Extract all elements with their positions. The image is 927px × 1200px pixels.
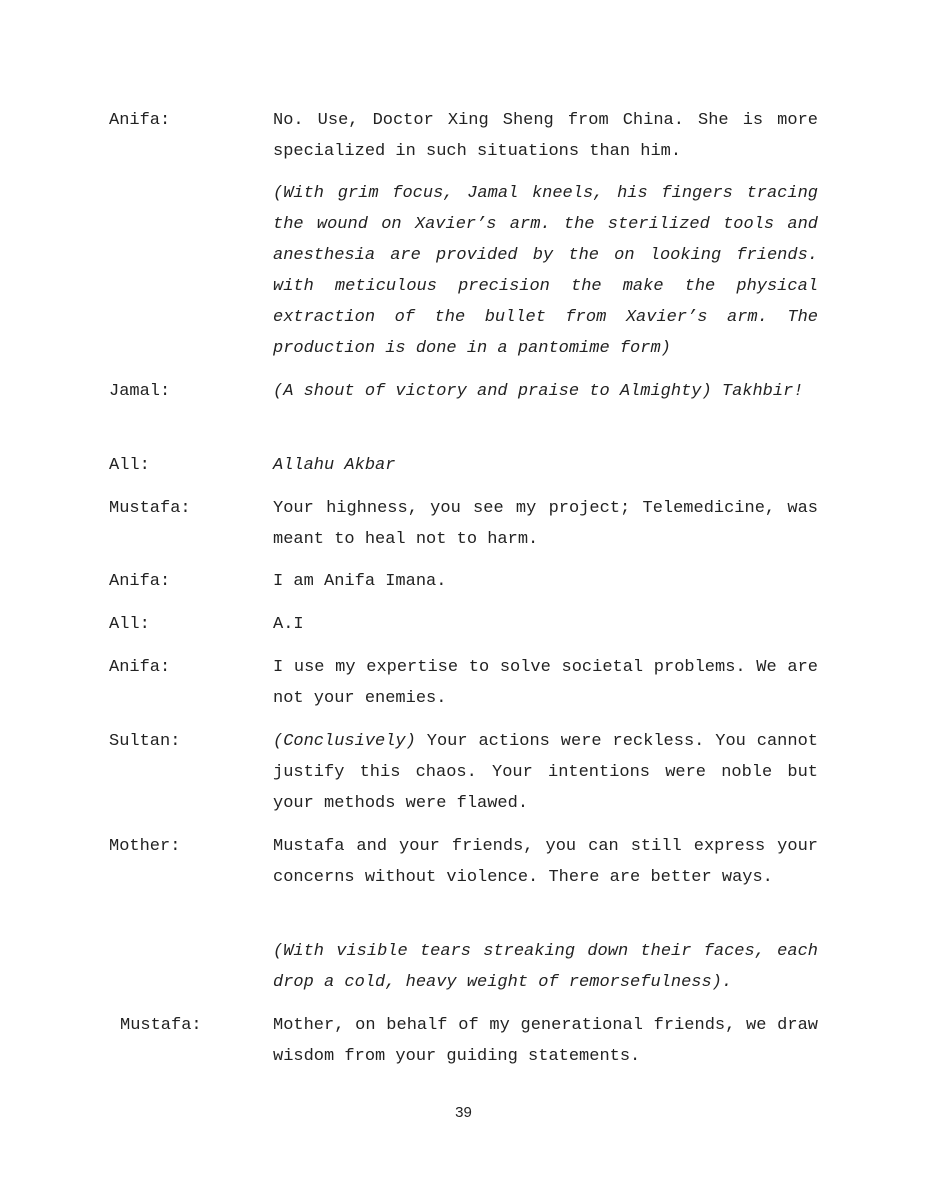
speaker-name: Anifa: bbox=[109, 658, 171, 677]
speaker-name: Sultan: bbox=[109, 732, 181, 751]
dialogue-entry bbox=[0, 493, 927, 555]
dialogue-text bbox=[273, 105, 818, 167]
dialogue-entry bbox=[0, 450, 927, 481]
dialogue-entry bbox=[0, 1010, 927, 1072]
dialogue-entry bbox=[0, 831, 927, 893]
speaker-name: Anifa: bbox=[109, 572, 171, 591]
stage-direction: (A shout of victory and praise to Almighty) Takhbir! bbox=[273, 382, 804, 401]
spoken-line: Mustafa and your friends, you can still express your concerns without violence. There are better ways. bbox=[273, 837, 818, 887]
speaker-name: All: bbox=[109, 615, 150, 634]
dialogue-text bbox=[273, 178, 818, 364]
speaker-name: All: bbox=[109, 456, 150, 475]
spoken-line: I use my expertise to solve societal problems. We are not your enemies. bbox=[273, 658, 818, 708]
dialogue-text bbox=[273, 936, 818, 998]
spoken-line: Mother, on behalf of my generational friends, we draw wisdom from your guiding statements. bbox=[273, 1016, 818, 1066]
speaker-name: Anifa: bbox=[109, 111, 171, 130]
dialogue-entry bbox=[0, 652, 927, 714]
dialogue-text bbox=[273, 566, 818, 597]
spoken-line: Your actions were reckless. You cannot justify this chaos. Your intentions were noble but your methods were flawed. bbox=[273, 732, 818, 813]
dialogue-entry bbox=[0, 726, 927, 819]
dialogue-entry bbox=[0, 566, 927, 597]
dialogue-text bbox=[273, 1010, 818, 1072]
dialogue-entry bbox=[0, 105, 927, 167]
dialogue-text bbox=[273, 609, 818, 640]
spoken-line: Your highness, you see my project; Telemedicine, was meant to heal not to harm. bbox=[273, 499, 818, 549]
spoken-line: I am Anifa Imana. bbox=[273, 572, 447, 591]
spoken-line: No. Use, Doctor Xing Sheng from China. She is more specialized in such situations than him. bbox=[273, 111, 818, 161]
page-number: 39 bbox=[455, 1104, 472, 1121]
speaker-name: Mustafa: bbox=[120, 1016, 202, 1035]
stage-direction: Allahu Akbar bbox=[273, 456, 396, 475]
speaker-name: Mustafa: bbox=[109, 499, 191, 518]
dialogue-text bbox=[273, 831, 818, 893]
spoken-line: A.I bbox=[273, 615, 304, 634]
dialogue-text bbox=[273, 652, 818, 714]
stage-direction-block bbox=[0, 178, 927, 364]
stage-direction: (Conclusively) bbox=[273, 732, 416, 751]
stage-direction-block bbox=[0, 936, 927, 998]
speaker-name: Mother: bbox=[109, 837, 181, 856]
stage-direction: (With grim focus, Jamal kneels, his fingers tracing the wound on Xavier’s arm. the sterilized tools and anesthesia are provided by the on looking friends. with meticulous precision the make the physical extraction of the bullet from Xavier’s arm. The production is done in a pantomime form) bbox=[273, 184, 818, 358]
dialogue-text bbox=[273, 376, 818, 407]
dialogue-entry bbox=[0, 609, 927, 640]
stage-direction: (With visible tears streaking down their faces, each drop a cold, heavy weight of remorsefulness). bbox=[273, 942, 818, 992]
speaker-name: Jamal: bbox=[109, 382, 171, 401]
dialogue-entry bbox=[0, 376, 927, 407]
dialogue-text bbox=[273, 450, 818, 481]
dialogue-text bbox=[273, 493, 818, 555]
dialogue-text bbox=[273, 726, 818, 819]
